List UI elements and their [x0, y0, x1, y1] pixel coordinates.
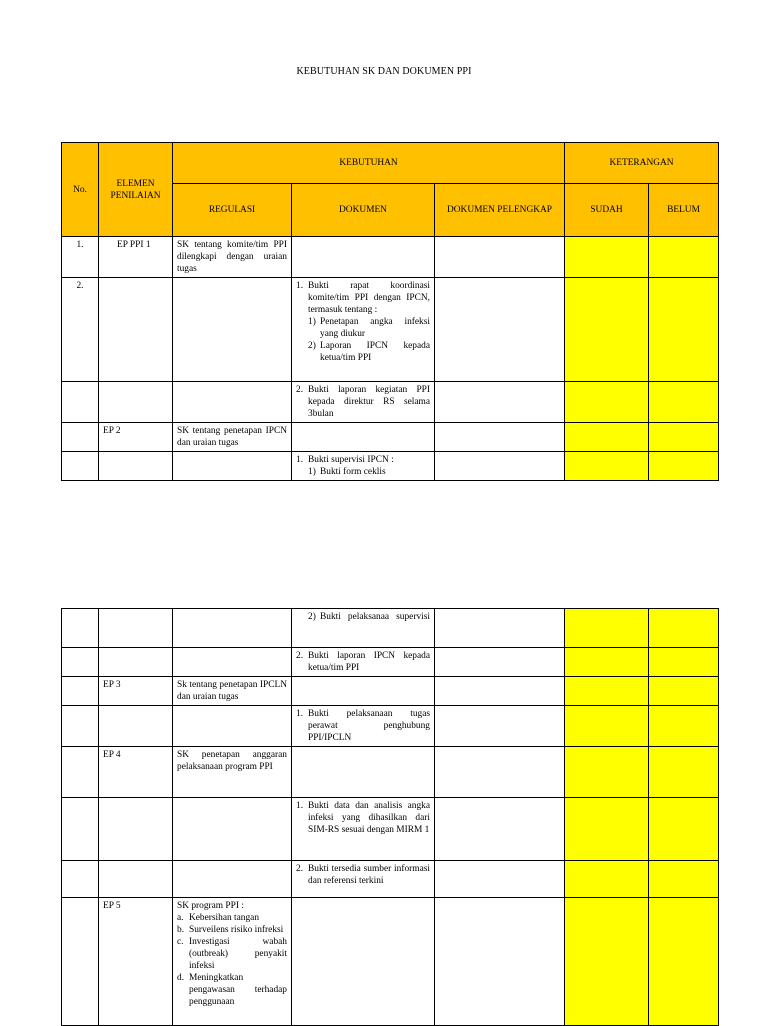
elemen-cell — [99, 798, 173, 861]
dokumen-cell — [292, 648, 435, 677]
regulasi-cell — [173, 798, 292, 861]
dokumen-pelengkap-cell — [435, 861, 565, 898]
dokumen-pelengkap-cell — [435, 747, 565, 798]
table-row — [62, 609, 719, 648]
dokumen-cell — [292, 609, 435, 648]
regulasi-cell — [173, 706, 292, 747]
regulasi-cell — [173, 898, 292, 1026]
elemen-cell — [99, 861, 173, 898]
header-no: No. — [62, 143, 99, 237]
sudah-cell[interactable] — [565, 382, 649, 423]
regulasi-cell — [173, 648, 292, 677]
table-row — [62, 278, 719, 382]
sudah-cell[interactable] — [565, 609, 649, 648]
row-number — [62, 452, 99, 481]
elemen-cell — [99, 452, 173, 481]
sudah-cell[interactable] — [565, 648, 649, 677]
regulasi-cell: SK tentang komite/tim PPI dilengkapi dengan uraian tugas — [173, 237, 292, 278]
dokumen-pelengkap-cell — [435, 677, 565, 706]
elemen-cell — [99, 382, 173, 423]
row-number — [62, 898, 99, 1026]
row-number: 2. — [62, 278, 99, 382]
regulasi-cell — [173, 382, 292, 423]
sudah-cell[interactable] — [565, 237, 649, 278]
dokumen-pelengkap-cell — [435, 898, 565, 1026]
sudah-cell[interactable] — [565, 423, 649, 452]
row-number — [62, 609, 99, 648]
list-marker: 1. — [296, 455, 304, 465]
table-row — [62, 861, 719, 898]
table-row — [62, 706, 719, 747]
table-row — [62, 237, 719, 278]
dokumen-pelengkap-cell — [435, 452, 565, 481]
dokumen-text: Bukti laporan kegiatan PPI kepada direktur RS selama 3bulan — [308, 385, 430, 419]
belum-cell[interactable] — [649, 278, 719, 382]
belum-cell[interactable] — [649, 861, 719, 898]
row-number — [62, 677, 99, 706]
row-number — [62, 861, 99, 898]
list-marker: a. — [177, 913, 184, 923]
dokumen-cell — [292, 237, 435, 278]
dokumen-pelengkap-cell — [435, 798, 565, 861]
sudah-cell[interactable] — [565, 898, 649, 1026]
dokumen-text: Bukti supervisi IPCN : — [308, 455, 394, 465]
regulasi-cell — [173, 278, 292, 382]
table-row — [62, 677, 719, 706]
regulasi-cell: SK tentang penetapan IPCN dan uraian tugas — [173, 423, 292, 452]
belum-cell[interactable] — [649, 677, 719, 706]
belum-cell[interactable] — [649, 747, 719, 798]
dokumen-pelengkap-cell — [435, 609, 565, 648]
dokumen-subitem: Bukti pelaksanaa supervisi — [320, 612, 430, 622]
table-row — [62, 898, 719, 1026]
header-kebutuhan: KEBUTUHAN — [173, 143, 565, 184]
table-row — [62, 452, 719, 481]
regulasi-cell: Sk tentang penetapan IPCLN dan uraian tugas — [173, 677, 292, 706]
dokumen-text: Bukti rapat koordinasi komite/tim PPI dengan IPCN, termasuk tentang : — [308, 281, 430, 315]
program-item: Meningkatkan pengawasan terhadap penggunaan — [189, 973, 287, 1007]
header-regulasi: REGULASI — [173, 184, 292, 237]
regulasi-cell — [173, 609, 292, 648]
list-marker: 2. — [296, 385, 304, 395]
row-number — [62, 648, 99, 677]
dokumen-cell — [292, 747, 435, 798]
regulasi-heading: SK program PPI : — [177, 901, 244, 911]
sudah-cell[interactable] — [565, 861, 649, 898]
dokumen-cell — [292, 706, 435, 747]
belum-cell[interactable] — [649, 706, 719, 747]
program-item: Kebersihan tangan — [189, 913, 260, 923]
header-keterangan: KETERANGAN — [565, 143, 719, 184]
row-number — [62, 423, 99, 452]
table-row — [62, 798, 719, 861]
header-belum: BELUM — [649, 184, 719, 237]
belum-cell[interactable] — [649, 648, 719, 677]
belum-cell[interactable] — [649, 609, 719, 648]
dokumen-cell — [292, 798, 435, 861]
list-marker: c. — [177, 937, 184, 947]
dokumen-subitem: Laporan IPCN kepada ketua/tim PPI — [320, 341, 430, 363]
list-marker: 2) — [308, 341, 316, 351]
elemen-cell — [99, 278, 173, 382]
sudah-cell[interactable] — [565, 706, 649, 747]
dokumen-pelengkap-cell — [435, 278, 565, 382]
table-row — [62, 747, 719, 798]
sudah-cell[interactable] — [565, 677, 649, 706]
list-marker: 1) — [308, 467, 316, 477]
row-number — [62, 382, 99, 423]
regulasi-cell — [173, 861, 292, 898]
dokumen-pelengkap-cell — [435, 648, 565, 677]
requirements-table-2 — [61, 608, 719, 1026]
dokumen-subitem: Penetapan angka infeksi yang diukur — [320, 317, 430, 339]
elemen-cell: EP 4 — [99, 747, 173, 798]
dokumen-cell — [292, 382, 435, 423]
list-marker: 2. — [296, 864, 304, 874]
dokumen-subitem: Bukti form ceklis — [320, 467, 386, 477]
header-sudah: SUDAH — [565, 184, 649, 237]
list-marker: d. — [177, 973, 185, 983]
sudah-cell[interactable] — [565, 747, 649, 798]
dokumen-cell — [292, 861, 435, 898]
belum-cell[interactable] — [649, 798, 719, 861]
dokumen-cell — [292, 677, 435, 706]
elemen-cell: EP 5 — [99, 898, 173, 1026]
belum-cell[interactable] — [649, 382, 719, 423]
dokumen-cell — [292, 423, 435, 452]
program-item: Investigasi wabah (outbreak) penyakit infeksi — [189, 937, 287, 971]
belum-cell[interactable] — [649, 237, 719, 278]
belum-cell[interactable] — [649, 423, 719, 452]
sudah-cell[interactable] — [565, 798, 649, 861]
dokumen-pelengkap-cell — [435, 237, 565, 278]
elemen-cell: EP 2 — [99, 423, 173, 452]
list-marker: 1. — [296, 801, 304, 811]
list-marker: 1) — [308, 317, 316, 327]
requirements-table-1 — [61, 142, 719, 481]
elemen-cell: EP 3 — [99, 677, 173, 706]
elemen-cell: EP PPI 1 — [99, 237, 173, 278]
dokumen-pelengkap-cell — [435, 423, 565, 452]
table-row — [62, 648, 719, 677]
elemen-cell — [99, 706, 173, 747]
row-number — [62, 798, 99, 861]
list-marker: 2) — [308, 612, 316, 622]
belum-cell[interactable] — [649, 452, 719, 481]
header-dokumen: DOKUMEN — [292, 184, 435, 237]
table-row — [62, 382, 719, 423]
dokumen-text: Bukti tersedia sumber informasi dan referensi terkini — [308, 864, 430, 886]
header-dokumen-pelengkap: DOKUMEN PELENGKAP — [435, 184, 565, 237]
elemen-cell — [99, 609, 173, 648]
dokumen-pelengkap-cell — [435, 706, 565, 747]
dokumen-cell — [292, 452, 435, 481]
row-number — [62, 706, 99, 747]
row-number — [62, 747, 99, 798]
list-marker: 1. — [296, 709, 304, 719]
dokumen-text: Bukti data dan analisis angka infeksi yang dihasilkan dari SIM-RS sesuai dengan MIRM 1 — [308, 801, 430, 835]
belum-cell[interactable] — [649, 898, 719, 1026]
list-marker: 2. — [296, 651, 304, 661]
list-marker: b. — [177, 925, 185, 935]
dokumen-pelengkap-cell — [435, 382, 565, 423]
table-row — [62, 423, 719, 452]
page-title: KEBUTUHAN SK DAN DOKUMEN PPI — [296, 66, 472, 77]
dokumen-cell — [292, 898, 435, 1026]
sudah-cell[interactable] — [565, 278, 649, 382]
dokumen-text: Bukti laporan IPCN kepada ketua/tim PPI — [308, 651, 430, 673]
row-number: 1. — [62, 237, 99, 278]
list-marker: 1. — [296, 281, 304, 291]
regulasi-cell — [173, 452, 292, 481]
elemen-cell — [99, 648, 173, 677]
dokumen-text: Bukti pelaksanaan tugas perawat penghubung PPI/IPCLN — [308, 709, 430, 743]
program-item: Surveilens risiko infreksi — [189, 925, 284, 935]
sudah-cell[interactable] — [565, 452, 649, 481]
dokumen-cell — [292, 278, 435, 382]
regulasi-cell: SK penetapan anggaran pelaksanaan program PPI — [173, 747, 292, 798]
header-elemen-penilaian: ELEMEN PENILAIAN — [99, 143, 173, 237]
